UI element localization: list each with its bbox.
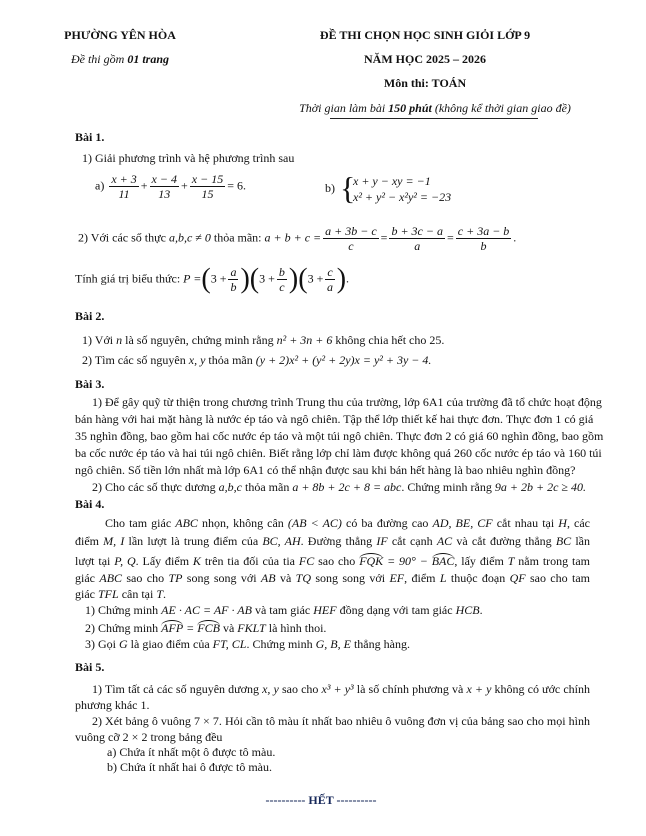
math-symbol: 3 + [210, 271, 227, 286]
bai3-p1-line [75, 463, 575, 477]
bai2-q2 [82, 353, 431, 367]
fraction-denominator: a [414, 239, 421, 253]
fraction [109, 172, 138, 201]
math-expression: G, B, E [315, 637, 351, 651]
text-run: . Hỏi cần tô màu ít nhất bao nhiêu ô vuông đơn vị của bảng sao cho mọi hình [218, 714, 590, 728]
math-expression: n² + 3n + 6 [276, 333, 333, 347]
text-run: a) Chứa ít nhất một ô được tô màu. [107, 745, 276, 759]
text-run: sao cho [314, 554, 360, 568]
math-expression: K [192, 554, 201, 568]
bai3-p1-line [75, 446, 602, 460]
text-run: là số nguyên, chứng minh rằng [122, 333, 277, 347]
math-expression: TP [168, 571, 183, 585]
math-symbol: = [446, 230, 454, 245]
bai1-heading: Bài 1. [75, 130, 105, 144]
math-symbol: = 6. [227, 178, 246, 193]
text-run: 1) Để gây quỹ từ thiện trong chương trình Trung thu của trường, lớp 6A1 của trường đã tổ chức hoạt động [92, 395, 602, 409]
bai1-q1b-label: b) [325, 181, 335, 195]
fraction-denominator: c [348, 239, 354, 253]
text-run: thẳng hàng. [350, 637, 410, 651]
math-expression: a + b + c = [264, 230, 322, 245]
math-expression: = [183, 621, 198, 635]
text-run: phương khác 1. [75, 698, 150, 712]
bai1-q1 [82, 151, 294, 165]
math-expression: BC, AH [262, 534, 301, 548]
bai2-q1 [82, 333, 444, 347]
fraction [323, 224, 379, 253]
header-underline [330, 118, 538, 119]
text-run: đồng dạng với tam giác [336, 603, 456, 617]
math-expression: FT, CL [212, 637, 247, 651]
math-expression: FC [298, 554, 315, 568]
text-run: và cắt đường thẳng [452, 534, 556, 548]
math-expression: T [507, 554, 515, 568]
bai5-heading: Bài 5. [75, 660, 105, 674]
text-run: không có ước chính [491, 682, 591, 696]
text-run: thỏa mãn [205, 353, 256, 367]
math-expression: x³ + y³ [321, 682, 354, 696]
fraction-denominator: b [230, 280, 237, 294]
text-run: và tam giác [251, 603, 314, 617]
fraction [456, 224, 512, 253]
text-run: . Đường thẳng [300, 534, 377, 548]
math-expression: = 90° − [383, 554, 432, 568]
text-run: . Chứng minh rằng [401, 480, 495, 494]
text-run: thuộc đoạn [446, 571, 510, 585]
math-expression: TQ [295, 571, 311, 585]
text-run: 1) Giải phương trình và hệ phương trình sau [82, 151, 295, 165]
math-symbol: = [380, 230, 388, 245]
math-expression: AC [436, 534, 453, 548]
math-expression: AE · AC = AF · AB [161, 603, 252, 617]
bai3-p1-line [75, 429, 604, 443]
time-note [265, 101, 605, 115]
text-run: cắt cạnh [387, 534, 437, 548]
italic-text: (không kể thời gian giao đề) [431, 101, 571, 115]
math-expression: a,b,c ≠ 0 [168, 230, 211, 245]
math-expression: HEF [313, 603, 337, 617]
math-expression: P = [183, 271, 202, 286]
text-run: là hình thoi. [265, 621, 327, 635]
bai5-q2a [107, 745, 275, 759]
math-expression: FKLT [237, 621, 266, 635]
bai4-p-line [105, 516, 590, 530]
text-run: giác [75, 571, 100, 585]
math-expression: x, y [188, 353, 206, 367]
bai5-q1 [92, 682, 590, 696]
fraction-numerator: x + 3 [111, 172, 137, 186]
bai1-q2 [78, 224, 516, 253]
system-brace: { [340, 170, 356, 206]
math-expression: ABC [99, 571, 123, 585]
text-run: . Lấy điểm [135, 554, 193, 568]
fraction-numerator: x − 15 [191, 172, 224, 186]
math-expression: IF [376, 534, 388, 548]
italic-text: Thời gian làm bài [299, 101, 389, 115]
text-run: sao cho tam [525, 571, 590, 585]
math-expression: a,b,c [218, 480, 242, 494]
bai3-p1-line [92, 395, 602, 409]
fraction [150, 172, 179, 201]
angle-notation: AFP [161, 621, 184, 635]
text-run: ba cốc nước ép táo và hai túi ngô chiên. Biết rằng lớp chỉ làm được không quá 260 cốc nước ép táo và 160 túi [75, 446, 602, 460]
exam-title: ĐỀ THI CHỌN HỌC SINH GIỎI LỚP 9 [319, 28, 531, 42]
big-parenthesis: ( [201, 263, 211, 295]
text-run: sao cho [122, 571, 169, 585]
math-symbol: 25. [429, 333, 445, 347]
angle-notation: FQK [359, 554, 384, 568]
text-run: 1) Với [82, 333, 117, 347]
text-run: 1) Tìm tất cả các số nguyên dương [92, 682, 263, 696]
system-eq2: x² + y² − x²y² = −23 [353, 190, 452, 204]
text-run: nằm trong tam [514, 554, 591, 568]
text-run: là số chính phương và [353, 682, 467, 696]
math-expression: AB [260, 571, 276, 585]
math-expression: EF [389, 571, 405, 585]
text-run: và [219, 621, 238, 635]
bai2-heading: Bài 2. [75, 309, 105, 323]
text-run: nhọn, không cân [197, 516, 288, 530]
math-expression: P, Q [114, 554, 136, 568]
bai4-p-line [75, 534, 590, 548]
fraction [228, 265, 238, 294]
big-parenthesis: ) [336, 263, 347, 295]
text-run: trên tia đối của tia [200, 554, 299, 568]
text-run: 1) Chứng minh [85, 603, 162, 617]
fraction-denominator: 11 [118, 187, 130, 201]
math-symbol: 7 × 7 [193, 714, 219, 728]
fraction-denominator: c [279, 280, 285, 294]
fraction [277, 265, 287, 294]
bai5-q1-cont [75, 698, 150, 712]
bai1-q1a [95, 172, 246, 201]
text-run: Cho tam giác [105, 516, 176, 530]
text-run: . [479, 603, 483, 617]
fraction-denominator: 13 [158, 187, 171, 201]
text-run: vuông cỡ [75, 730, 123, 744]
math-expression: x, y [262, 682, 279, 696]
math-expression: BC [555, 534, 572, 548]
math-expression: 9a + 2b + 2c ≥ 40. [494, 480, 586, 494]
bai5-q2 [92, 714, 590, 728]
big-parenthesis: )( [240, 263, 260, 295]
bai4-p-line [75, 553, 590, 568]
subject: Môn thi: TOÁN [383, 76, 467, 90]
text-run: lượt tại [75, 554, 115, 568]
math-expression: n [116, 333, 123, 347]
text-run: 2) Tìm các số nguyên [82, 353, 189, 367]
math-expression: HCB [455, 603, 480, 617]
text-run: 35 nghìn đồng, bao gồm hai cốc nước ép táo và một túi ngô chiên. Thực đơn 2 có giá 60 nghìn đồng, bao gồm [75, 429, 604, 443]
math-expression: a + 8b + 2c + 8 = abc [292, 480, 402, 494]
math-symbol: . [513, 230, 517, 245]
text-run: , các [566, 516, 591, 530]
text-run: không chia hết cho [332, 333, 430, 347]
bai3-q2 [92, 480, 586, 494]
math-expression: QF [509, 571, 526, 585]
text-run: cân tại [118, 587, 157, 601]
math-expression: (y + 2)x² + (y² + 2y)x = y² + 3y − 4. [255, 353, 432, 367]
math-expression: T [156, 587, 164, 601]
bai4-heading: Bài 4. [75, 497, 105, 511]
pages-note [40, 52, 200, 66]
math-expression: (AB < AC) [287, 516, 342, 530]
text-run: trong bảng đều [147, 730, 223, 744]
text-run: điểm [75, 534, 104, 548]
text-run: Tính giá trị biểu thức: [75, 271, 184, 286]
text-run: 2) Cho các số thực dương [92, 480, 219, 494]
text-run: 2) Xét bảng ô vuông [92, 714, 194, 728]
text-run: là giao điểm của [127, 637, 213, 651]
fraction [325, 265, 334, 294]
end-mark: ---------- HẾT ---------- [265, 793, 377, 807]
fraction-numerator: a [230, 265, 237, 279]
text-run: lần lượt là trung điểm của [124, 534, 263, 548]
bai3-heading: Bài 3. [75, 377, 105, 391]
fraction-denominator: 15 [201, 187, 214, 201]
fraction-numerator: a + 3b − c [325, 224, 377, 238]
fraction-numerator: c [327, 265, 333, 279]
text-run: , điểm [404, 571, 440, 585]
bai3-p1-line [75, 412, 594, 426]
fraction-denominator: b [480, 239, 487, 253]
math-symbol: . [346, 271, 350, 286]
text-run: 2) Với các số thực [78, 230, 169, 245]
text-run: cắt nhau tại [492, 516, 559, 530]
bai5-q2b [107, 760, 272, 774]
math-expression: H [558, 516, 567, 530]
math-expression: M, I [103, 534, 125, 548]
text-run: có ba đường cao [341, 516, 433, 530]
text-run: ngô chiên. Số tiền lớn nhất mà lớp 6A1 có thể nhận được sau khi bán hết hàng là bao nhiêu nghìn đồng? [75, 463, 576, 477]
math-expression: G [119, 637, 128, 651]
text-run: 2) Chứng minh [85, 621, 162, 635]
angle-notation: BAC [431, 554, 455, 568]
angle-notation: FCB [197, 621, 220, 635]
bai4-q3 [85, 637, 410, 651]
text-run: lần [571, 534, 591, 548]
bold-italic-text: 150 phút [388, 101, 432, 115]
bold-italic-text: 01 trang [127, 52, 169, 66]
text-run: . Chứng minh [246, 637, 316, 651]
fraction-numerator: x − 4 [151, 172, 177, 186]
system-eq1: x + y − xy = −1 [353, 174, 431, 188]
text-run: song song với [310, 571, 390, 585]
school-year: NĂM HỌC 2025 – 2026 [364, 52, 486, 66]
fraction-denominator: a [327, 280, 334, 294]
fraction-numerator: b + 3c − a [391, 224, 443, 238]
math-expression: TFL [98, 587, 119, 601]
text-run: thỏa mãn [242, 480, 293, 494]
text-run: . [163, 587, 167, 601]
text-run: a) [95, 178, 108, 193]
math-expression: AD, BE, CF [432, 516, 493, 530]
text-run: song song với [182, 571, 261, 585]
math-expression: L [439, 571, 447, 585]
text-run: thỏa mãn: [210, 230, 265, 245]
math-expression: ABC [175, 516, 198, 530]
text-run: và [275, 571, 296, 585]
text-run: 3) Gọi [85, 637, 119, 651]
bai4-p-line [75, 571, 590, 585]
math-symbol: + [180, 178, 188, 193]
org-name: PHƯỜNG YÊN HÒA [64, 28, 176, 42]
text-run: , lấy điểm [454, 554, 508, 568]
bai4-q1 [85, 603, 483, 617]
math-symbol: + [140, 178, 148, 193]
bai1-q2-expression [75, 265, 349, 294]
bai4-q2 [85, 620, 326, 635]
text-run: sao cho [278, 682, 322, 696]
math-symbol: 2 × 2 [122, 730, 148, 744]
math-symbol: 3 + [259, 271, 275, 286]
big-parenthesis: )( [288, 263, 308, 295]
fraction-numerator: b [278, 265, 285, 279]
italic-text: Đề thi gồm [70, 52, 128, 66]
fraction-numerator: c + 3a − b [457, 224, 510, 238]
text-run: b) Chứa ít nhất hai ô được tô màu. [107, 760, 272, 774]
math-expression: x + y [466, 682, 492, 696]
text-run: bán hàng với hai mặt hàng là nước ép táo và ngô chiên. Tập thể lớp thiết kế hai thực đơn. Thực đơn 1 có giá [75, 412, 594, 426]
fraction [190, 172, 225, 201]
bai4-p-line [75, 587, 166, 601]
fraction [389, 224, 445, 253]
text-run: giác [75, 587, 98, 601]
bai5-q2-cont [75, 730, 222, 744]
math-symbol: 3 + [307, 271, 324, 286]
